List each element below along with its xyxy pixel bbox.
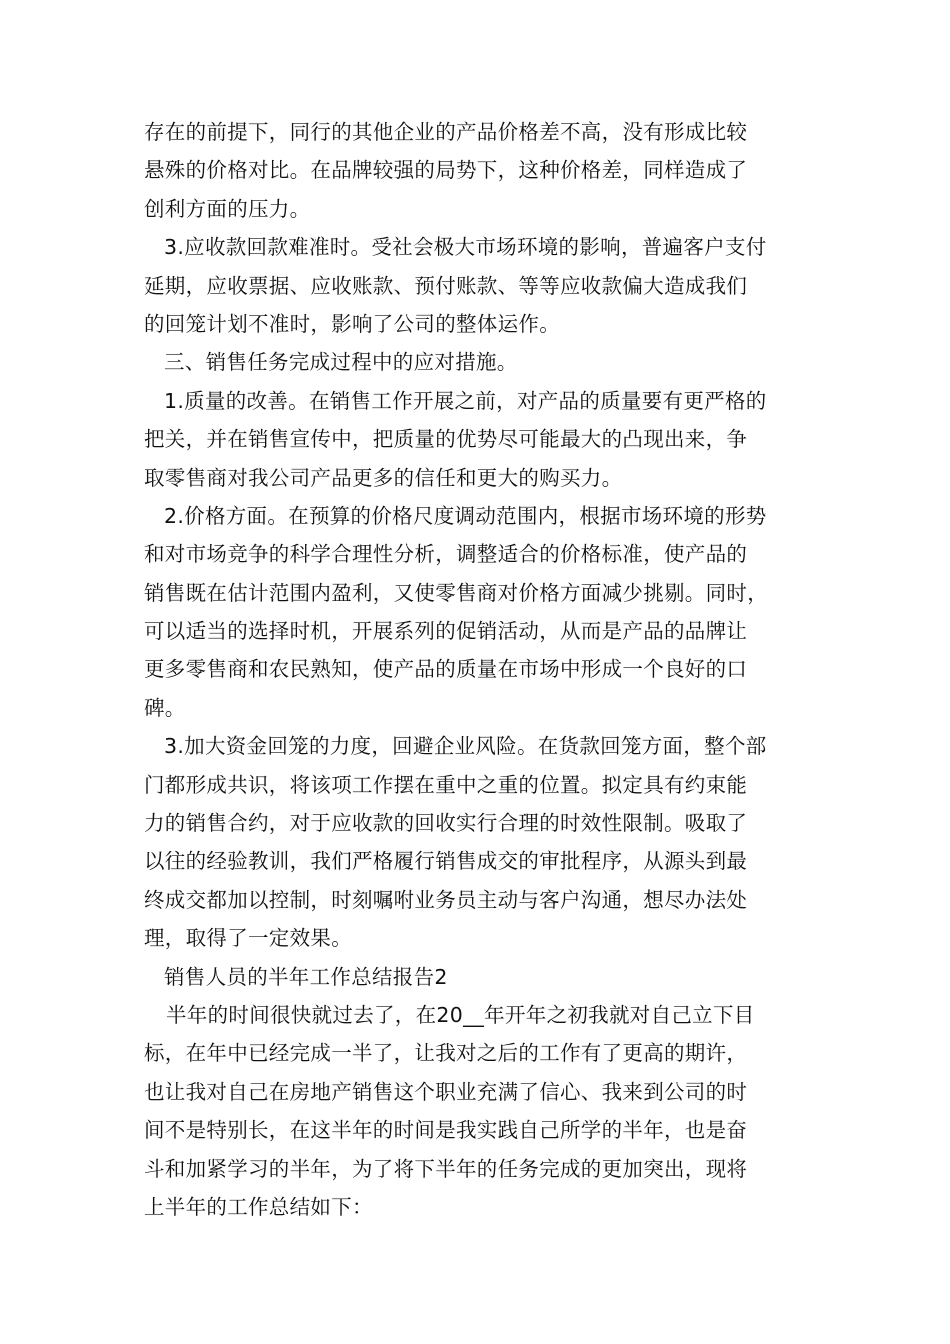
text-line: 的回笼计划不准时，影响了公司的整体运作。 <box>144 311 560 336</box>
text-line: 可以适当的选择时机，开展系列的促销活动，从而是产品的品牌让 <box>144 619 748 644</box>
text-line: 2.价格方面。在预算的价格尺度调动范围内，根据市场环境的形势 <box>164 503 767 528</box>
text-line: 上半年的工作总结如下： <box>144 1194 373 1219</box>
text-line: 把关，并在销售宣传中，把质量的优势尽可能最大的凸现出来，争 <box>144 427 748 452</box>
text-line: 以往的经验教训，我们严格履行销售成交的审批程序，从源头到最 <box>144 849 748 874</box>
text-line: 1.质量的改善。在销售工作开展之前，对产品的质量要有更严格的 <box>164 388 767 413</box>
text-line: 标，在年中已经完成一半了，让我对之后的工作有了更高的期许， <box>144 1041 748 1066</box>
text-line: 取零售商对我公司产品更多的信任和更大的购买力。 <box>144 465 623 490</box>
text-line: 悬殊的价格对比。在品牌较强的局势下，这种价格差，同样造成了 <box>144 158 748 183</box>
text-line: 力的销售合约，对于应收款的回收实行合理的时效性限制。吸取了 <box>144 811 748 836</box>
text-line: 间不是特别长，在这半年的时间是我实践自己所学的半年，也是奋 <box>144 1118 748 1143</box>
section-heading: 三、销售任务完成过程中的应对措施。 <box>164 350 518 375</box>
document-body <box>144 113 814 1226</box>
text-line: 理，取得了一定效果。 <box>144 926 352 951</box>
report-title: 销售人员的半年工作总结报告2 <box>164 964 448 989</box>
text-line: 半年的时间很快就过去了，在20__年开年之初我就对自己立下目 <box>166 1002 755 1027</box>
text-line: 销售既在估计范围内盈利，又使零售商对价格方面减少挑剔。同时， <box>144 580 768 605</box>
text-line: 创利方面的压力。 <box>144 196 311 221</box>
text-line: 碑。 <box>144 695 186 720</box>
text-line: 更多零售商和农民熟知，使产品的质量在市场中形成一个良好的口 <box>144 657 748 682</box>
text-line: 3.加大资金回笼的力度，回避企业风险。在货款回笼方面，整个部 <box>164 734 767 759</box>
text-line: 存在的前提下，同行的其他企业的产品价格差不高，没有形成比较 <box>144 120 748 144</box>
text-line: 3.应收款回款难准时。受社会极大市场环境的影响，普遍客户支付 <box>164 235 767 260</box>
text-line: 延期，应收票据、应收账款、预付账款、等等应收款偏大造成我们 <box>144 273 748 298</box>
text-line: 也让我对自己在房地产销售这个职业充满了信心、我来到公司的时 <box>144 1079 748 1104</box>
text-line: 斗和加紧学习的半年，为了将下半年的任务完成的更加突出，现将 <box>144 1156 748 1181</box>
text-line: 和对市场竞争的科学合理性分析，调整适合的价格标准，使产品的 <box>144 542 748 567</box>
text-line: 终成交都加以控制，时刻嘱咐业务员主动与客户沟通，想尽办法处 <box>144 887 748 912</box>
text-line: 门都形成共识，将该项工作摆在重中之重的位置。拟定具有约束能 <box>144 772 748 797</box>
